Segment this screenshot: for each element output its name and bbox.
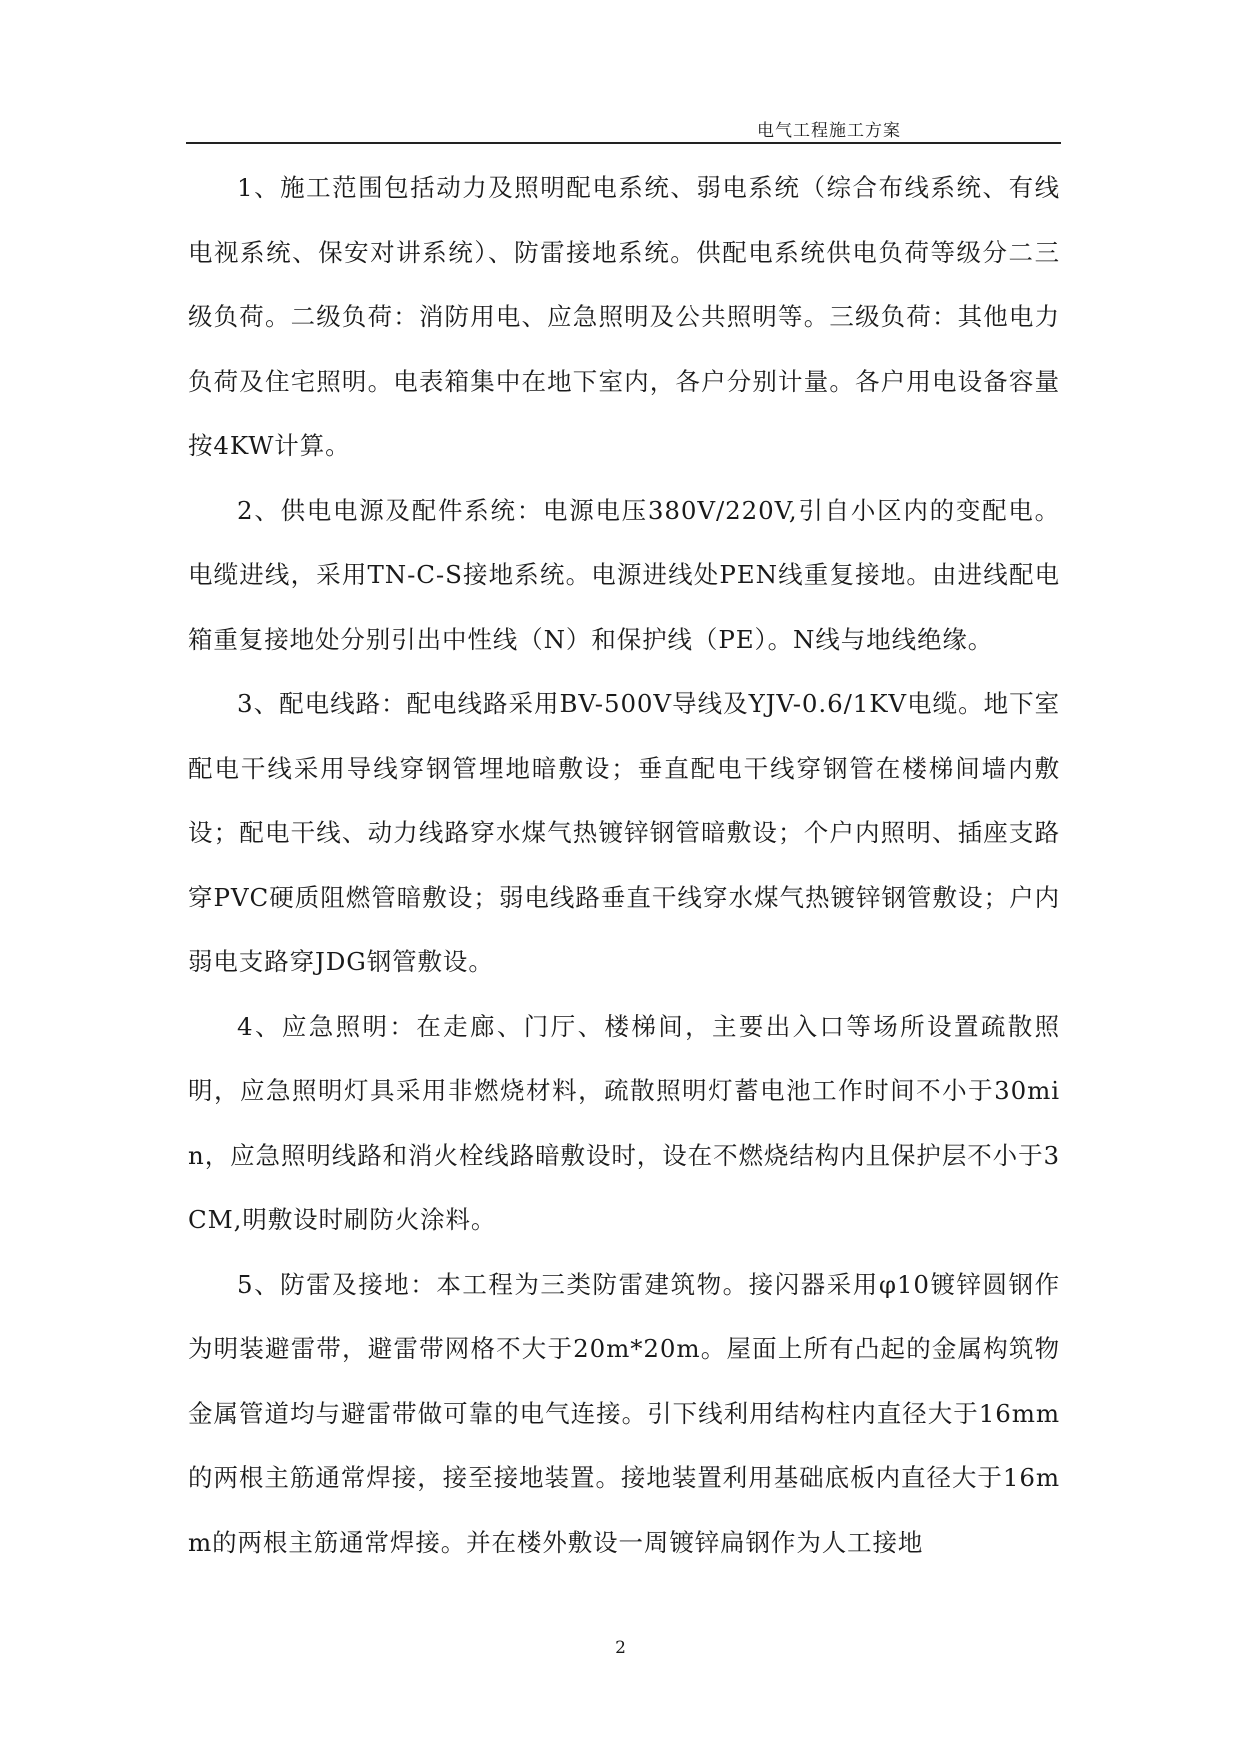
paragraph-scope: 1、施工范围包括动力及照明配电系统、弱电系统（综合布线系统、有线电视系统、保安对讲系统）、防雷接地系统。供配电系统供电负荷等级分二三级负荷。二级负荷：消防用电、应急照明及公共照明等。三级负荷：其他电力负荷及住宅照明。电表箱集中在地下室内，各户分别计量。各户用电设备容量按4KW计算。: [188, 173, 1060, 460]
paragraph-emergency-lighting: 4、应急照明：在走廊、门厅、楼梯间，主要出入口等场所设置疏散照明，应急照明灯具采用非燃烧材料，疏散照明灯蓄电池工作时间不小于30min，应急照明线路和消火栓线路暗敷设时，设在不燃烧结构内且保护层不小于3CM,明敷设时刷防火涂料。: [188, 1011, 1060, 1234]
document-body: [188, 156, 1060, 1575]
document-title: 电气工程施工方案: [757, 121, 901, 141]
page-header: [186, 112, 1061, 144]
paragraph-lightning-grounding: 5、防雷及接地：本工程为三类防雷建筑物。接闪器采用φ10镀锌圆钢作为明装避雷带，避雷带网格不大于20m*20m。屋面上所有凸起的金属构筑物金属管道均与避雷带做可靠的电气连接。引下线利用结构柱内直径大于16mm的两根主筋通常焊接，接至接地装置。接地装置利用基础底板内直径大于16mm的两根主筋通常焊接。并在楼外敷设一周镀锌扁钢作为人工接地: [188, 1269, 1060, 1557]
page-number: 2: [615, 1638, 626, 1658]
paragraph-distribution-lines: 3、配电线路：配电线路采用BV-500V导线及YJV-0.6/1KV电缆。地下室配电干线采用导线穿钢管埋地暗敷设；垂直配电干线穿钢管在楼梯间墙内敷设；配电干线、动力线路穿水煤气热镀锌钢管暗敷设；个户内照明、插座支路穿PVC硬质阻燃管暗敷设；弱电线路垂直干线穿水煤气热镀锌钢管敷设；户内弱电支路穿JDG钢管敷设。: [188, 689, 1060, 976]
paragraph-power-supply: 2、供电电源及配件系统：电源电压380V/220V,引自小区内的变配电。电缆进线，采用TN-C-S接地系统。电源进线处PEN线重复接地。由进线配电箱重复接地处分别引出中性线（N）和保护线（PE）。N线与地线绝缘。: [188, 495, 1060, 654]
